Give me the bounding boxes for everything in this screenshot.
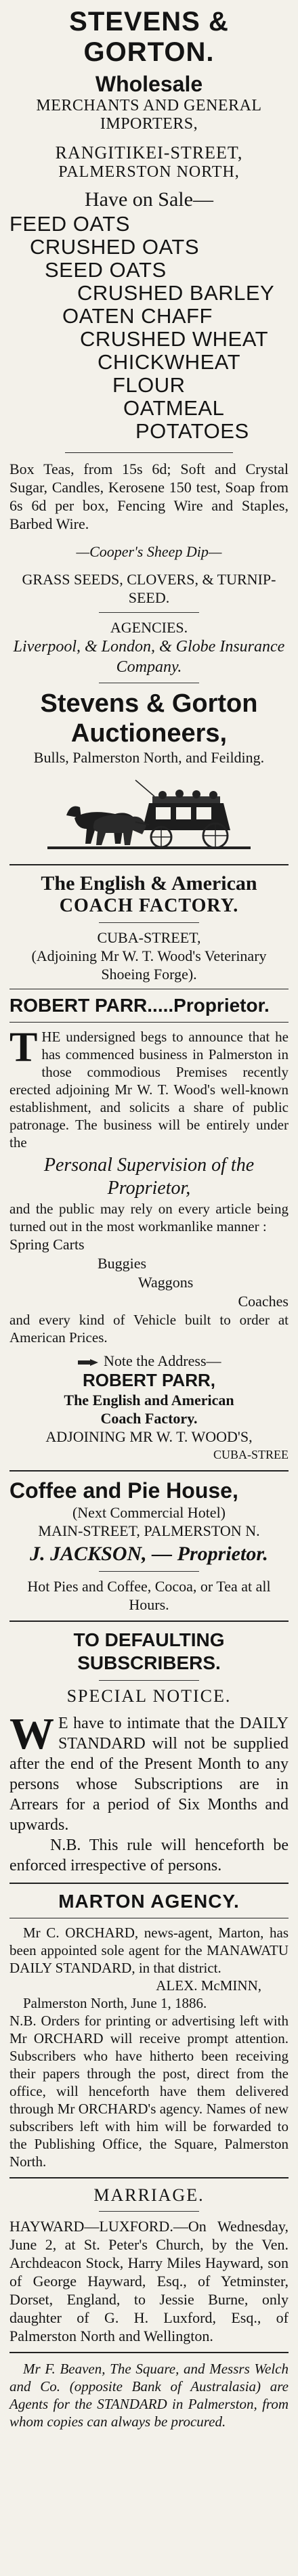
grass-seeds: GRASS SEEDS, CLOVERS, & TURNIP-SEED. [22,571,276,606]
divider [99,1571,199,1572]
divider [99,612,199,613]
defaulting-nb: N.B. This rule will henceforth be enforced irrespective of persons. [9,1837,289,1874]
auctioneers-name: Stevens & Gorton [40,689,258,718]
coffee-street: MAIN-STREET, PALMERSTON N. [38,1522,260,1539]
personal-supervision: Personal Supervision of the [43,1155,255,1176]
address-name: ROBERT PARR, [83,1370,215,1390]
marton-nb: N.B. Orders for printing or advertising left with Mr ORCHARD will receive prompt attention. Subscribers who have hitherto been receiving their papers through the post, direct from the office, will henceforth have them delivered through Mr ORCHARD's agency. Names of new subscribers left with him will be forwarded to the Publishing Office, the Square, Palmerston North. [9,2013,289,2170]
importers-line: IMPORTERS, [100,115,198,133]
coach-intro [9,1025,289,1151]
pointing-hand-icon [77,1358,100,1367]
proprietor-word: Proprietor, [107,1178,191,1199]
coach-subtitle: COACH FACTORY. [59,895,239,916]
product-item: Spring Carts [9,1236,85,1253]
note-address-text: Note the Address— [103,1352,221,1369]
goods-item: CRUSHED OATS [30,235,200,259]
drop-cap: W [9,1709,54,1759]
box-teas-text: Box Teas, from 15s 6d; Soft and Crystal Sugar, Candles, Kerosene 150 test, Soap from 6s 6d per box, Fencing Wire and Staples, Barbed Wire. [9,460,289,532]
marton-date: Palmerston North, June 1, 1886. [23,1995,207,2011]
divider [65,452,232,453]
divider [9,1022,289,1023]
special-notice: SPECIAL NOTICE. [66,1686,232,1706]
public-text: and the public may rely on every article being turned out in the most workmanlike manner : [9,1201,289,1235]
goods-item: SEED OATS [45,258,167,282]
product-item: Waggons [138,1274,194,1291]
section-divider [9,2177,289,2178]
coach-title: The English & American [41,872,257,895]
coach-illustration [9,776,289,857]
marton-title: MARTON AGENCY. [58,1891,240,1912]
sheep-dip: —Cooper's Sheep Dip— [76,543,222,560]
coach-intro-text: HE undersigned begs to announce that he has commenced business in Palmerston in those commodious Premises recently erected adjoining Mr W. T. Wood's well-known establishment, and solicits a share of public patronage. The business will be entirely under the [9,1029,289,1151]
agency-line: Liverpool, & London, & Globe Insurance Company. [13,638,285,676]
drop-cap: T [9,1025,38,1071]
defaulting-title: TO DEFAULTING SUBSCRIBERS. [73,1629,225,1673]
goods-item: OATMEAL [123,396,225,420]
divider [99,2211,199,2212]
horse-coach-icon [47,776,251,857]
marton-agency-notice [9,1891,289,2170]
goods-item: CHICKWHEAT [98,350,241,374]
auctioneers-title: Auctioneers, [70,719,228,748]
ad-title: STEVENS & GORTON. [69,7,229,67]
product-item: Coaches [238,1293,289,1310]
agents-footer-text: Mr F. Beaven, The Square, and Messrs Welch and Co. (opposite Bank of Australasia) are Agents for the STANDARD in Palmerston, from whom copies can always be procured. [9,2361,289,2430]
coach-adjoining: (Adjoining Mr W. T. Wood's Veterinary Shoeing Forge). [31,947,267,983]
address-adjoining: ADJOINING MR W. T. WOOD'S, [45,1428,253,1445]
merchants-line: MERCHANTS AND GENERAL [36,97,262,114]
goods-item: CRUSHED BARLEY [77,281,275,305]
divider [99,922,199,923]
proprietor-line: ROBERT PARR.....Proprietor. [9,995,270,1016]
coach-factory-ad [9,872,289,1463]
defaulting-body [9,1709,289,1835]
address-english-american: The English and American [64,1392,234,1409]
auctioneers-places: Bulls, Palmerston North, and Feilding. [33,749,265,766]
coach-street: CUBA-STREET, [97,929,201,946]
goods-item: FLOUR [112,373,186,397]
goods-item: FEED OATS [9,212,130,236]
town-line: PALMERSTON NORTH, [58,163,240,181]
street-line: RANGITIKEI-STREET, [55,143,243,163]
defaulting-notice [9,1629,289,1876]
address-cuba: CUBA-STREE [213,1448,289,1461]
marriage-body: HAYWARD—LUXFORD.—On Wednesday, June 2, at St. Peter's Church, by the Ven. Archdeacon Stock, Harry Miles Hayward, son of George Hayward, Esq., of Yetminster, Dorset, England, to Jessie Burne, only daughter of G. H. Luxford, Esq., of Palmerston North and Wellington. [9,2218,289,2344]
goods-item: POTATOES [135,419,249,443]
address-factory: Coach Factory. [100,1410,198,1427]
coffee-pies: Hot Pies and Coffee, Cocoa, or Tea at all Hours. [27,1578,271,1613]
jackson-proprietor: J. JACKSON, — Proprietor. [30,1543,268,1565]
section-divider [9,1620,289,1622]
coffee-next: (Next Commercial Hotel) [72,1504,226,1521]
goods-item: CRUSHED WHEAT [80,327,269,351]
wholesale-heading: Wholesale [95,72,203,96]
every-kind-text: and every kind of Vehicle built to order at American Prices. [9,1312,289,1346]
section-divider [9,864,289,865]
marriage-notice [9,2185,289,2345]
marriage-title: MARRIAGE. [93,2185,205,2205]
have-on-sale: Have on Sale— [85,188,213,211]
agencies-heading: AGENCIES. [110,619,188,636]
product-list [9,1235,289,1311]
defaulting-body-text: E have to intimate that the DAILY STANDARD will not be supplied after the end of the Present Month to any persons whose Subscriptions are in Arrears for a period of Six Months and upwards. [9,1715,289,1834]
coffee-pie-ad [9,1478,289,1614]
goods-list [9,213,289,443]
agents-footer [9,2360,289,2430]
section-divider [9,1883,289,1884]
product-item: Buggies [98,1255,147,1272]
divider [99,1680,199,1681]
marton-signature: ALEX. McMINN, [156,1977,261,1994]
section-divider [9,1470,289,1472]
goods-item: OATEN CHAFF [62,304,213,328]
marton-body: Mr C. ORCHARD, news-agent, Marton, has been appointed sole agent for the MANAWATU DAILY STANDARD, in that district. [9,1925,289,1976]
coffee-title: Coffee and Pie House, [9,1478,238,1503]
section-divider [9,2352,289,2353]
stevens-gorton-ad [9,7,289,767]
note-address [9,1352,289,1370]
